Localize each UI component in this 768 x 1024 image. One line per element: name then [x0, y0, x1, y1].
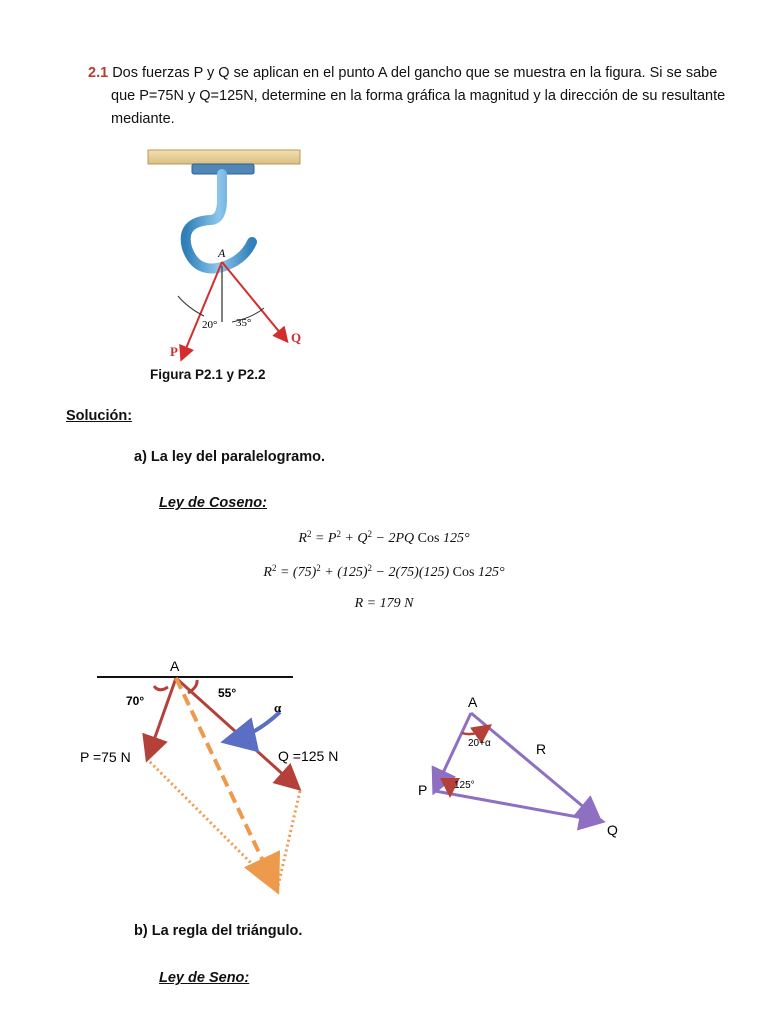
- fig3-r-label: R: [536, 741, 547, 757]
- fig3-point-a: A: [468, 694, 478, 710]
- sine-law-heading: Ley de Seno:: [159, 970, 250, 986]
- force-q-arrow: [222, 262, 286, 340]
- parallel-q-dashed: [150, 762, 276, 888]
- triangle-side-p: [435, 713, 471, 790]
- point-a-label: A: [218, 246, 226, 260]
- parallelogram-figure: [70, 650, 370, 900]
- alpha-label: α: [274, 700, 282, 715]
- ceiling: [148, 150, 300, 164]
- equation-2: $R^2 = (75)^2 + (125)^2 - 2(75)(125)$ Cos 125°: [263, 563, 505, 580]
- angle-arc-p: [442, 779, 450, 793]
- angle-arc-55: [188, 680, 197, 693]
- triangle-figure: [410, 685, 650, 845]
- force-p-arrow: [182, 262, 222, 358]
- fig3-p-label: P: [418, 782, 428, 798]
- vector-q: [176, 678, 297, 787]
- angle-arc-70: [154, 686, 168, 690]
- solution-heading: Solución:: [66, 408, 133, 424]
- fig2-point-a: A: [170, 658, 180, 674]
- equation-1: $R^2 = P^2 + Q^2 - 2PQ$ Cos 125°: [298, 529, 470, 546]
- figure-caption: Figura P2.1 y P2.2: [150, 367, 266, 382]
- problem-line-3: mediante.: [111, 111, 175, 127]
- part-a-heading: a) La ley del paralelogramo.: [134, 449, 325, 465]
- problem-line-2: que P=75N y Q=125N, determine en la forma gráfica la magnitud y la dirección de su resultante: [111, 88, 726, 104]
- fig2-p-label: P =75 N: [80, 749, 131, 765]
- angle-top-label: 20+α: [468, 738, 491, 749]
- q-label: Q: [291, 330, 302, 345]
- triangle-side-r: [471, 713, 598, 819]
- angle-arc-top: [462, 727, 488, 734]
- angle-20-label: 20°: [202, 319, 218, 331]
- equation-3: R = 179 N: [354, 596, 414, 611]
- problem-statement: [88, 62, 728, 131]
- problem-line-1: Dos fuerzas P y Q se aplican en el punto A del gancho que se muestra en la figura. Si se sabe: [112, 65, 718, 81]
- resultant-dashed: [176, 678, 274, 884]
- parallel-p-dashed: [278, 791, 300, 886]
- fig3-q-label: Q: [607, 822, 618, 838]
- cosine-law-heading: Ley de Coseno:: [159, 495, 267, 511]
- hook-figure: [140, 140, 340, 390]
- angle-35-label: 35°: [236, 317, 252, 329]
- angle-55-label: 55°: [218, 686, 237, 700]
- triangle-side-q: [435, 791, 600, 821]
- angle-125-label: 125°: [454, 780, 475, 791]
- fig2-q-label: Q =125 N: [278, 748, 339, 764]
- p-label: P: [170, 344, 178, 359]
- angle-70-label: 70°: [126, 694, 145, 708]
- part-b-heading: b) La regla del triángulo.: [134, 923, 303, 939]
- problem-number: 2.1: [88, 65, 109, 81]
